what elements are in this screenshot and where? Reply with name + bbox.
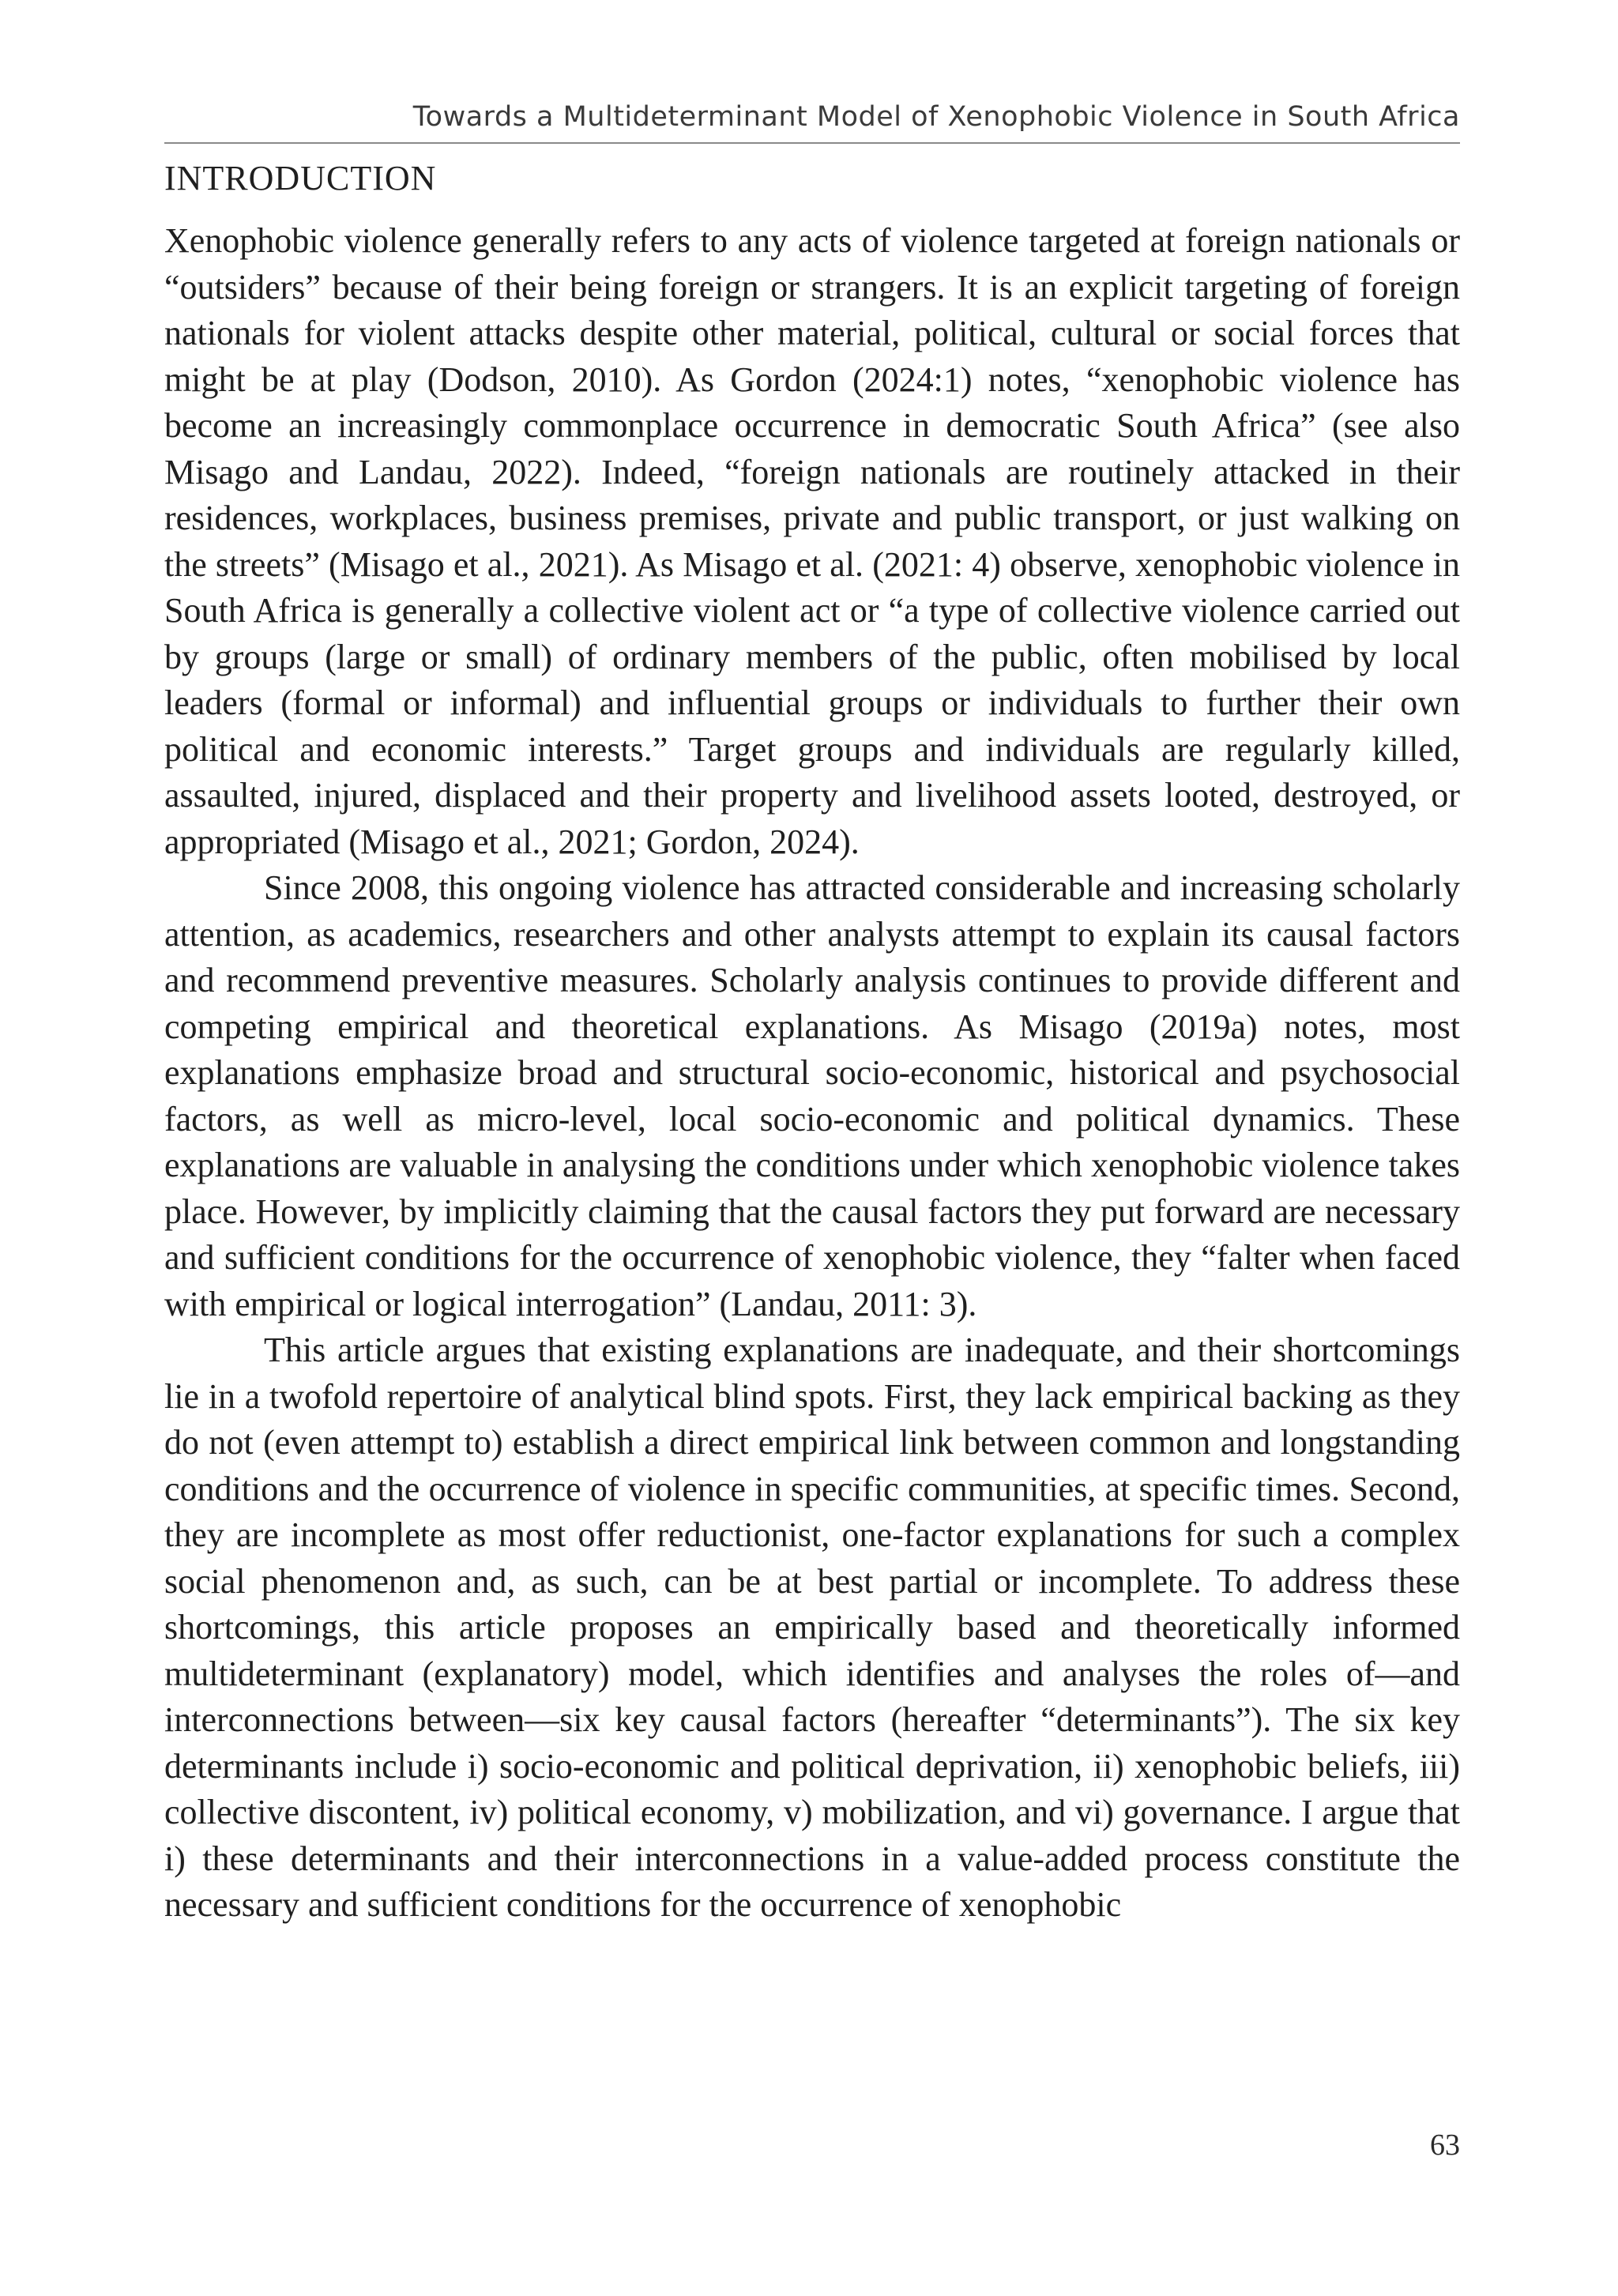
- paragraph-3: This article argues that existing explanations are inadequate, and their shortcomings lie in a twofold repertoire of analytical blind spots. First, they lack empirical backing as they do not (even attempt to) establish a direct empirical link between common and longstanding conditions and the occurrence of violence in specific communities, at specific times. Second, they are incomplete as most offer reductionist, one-factor explanations for such a complex social phenomenon and, as such, can be at best partial or incomplete. To address these shortcomings, this article proposes an empirically based and theoretically informed multideterminant (explanatory) model, which identifies and analyses the roles of—and interconnections between—six key causal factors (hereafter “determinants”). The six key determinants include i) socio-economic and political deprivation, ii) xenophobic beliefs, iii) collective discontent, iv) political economy, v) mobilization, and vi) governance. I argue that i) these determinants and their interconnections in a value-added process constitute the necessary and sufficient conditions for the occurrence of xenophobic: [164, 1331, 1460, 1924]
- header-divider: [164, 142, 1460, 144]
- paragraph-1: Xenophobic violence generally refers to any acts of violence targeted at foreign nationals or “outsiders” because of their being foreign or strangers. It is an explicit targeting of foreign nationals for violent attacks despite other material, political, cultural or social forces that might be at play (Dodson, 2010). As Gordon (2024:1) notes, “xenophobic violence has become an increasingly commonplace occurrence in democratic South Africa” (see also Misago and Landau, 2022). Indeed, “foreign nationals are routinely attacked in their residences, workplaces, business premises, private and public transport, or just walking on the streets” (Misago et al., 2021). As Misago et al. (2021: 4) observe, xenophobic violence in South Africa is generally a collective violent act or “a type of collective violence carried out by groups (large or small) of ordinary members of the public, often mobilised by local leaders (formal or informal) and influential groups or individuals to further their own political and economic interests.” Target groups and individuals are regularly killed, assaulted, injured, displaced and their property and livelihood assets looted, destroyed, or appropriated (Misago et al., 2021; Gordon, 2024).: [164, 221, 1460, 861]
- running-header: Towards a Multideterminant Model of Xenophobic Violence in South Africa: [412, 101, 1460, 133]
- paragraph-2: Since 2008, this ongoing violence has attracted considerable and increasing scholarly attention, as academics, researchers and other analysts attempt to explain its causal factors and recommend preventive measures. Scholarly analysis continues to provide different and competing empirical and theoretical explanations. As Misago (2019a) notes, most explanations emphasize broad and structural socio-economic, historical and psychosocial factors, as well as micro-level, local socio-economic and political dynamics. These explanations are valuable in analysing the conditions under which xenophobic violence takes place. However, by implicitly claiming that the causal factors they put forward are necessary and sufficient conditions for the occurrence of xenophobic violence, they “falter when faced with empirical or logical interrogation” (Landau, 2011: 3).: [164, 868, 1460, 1323]
- page-number: 63: [1430, 2129, 1460, 2162]
- article-body: [164, 155, 1460, 1929]
- section-heading: INTRODUCTION: [164, 159, 437, 198]
